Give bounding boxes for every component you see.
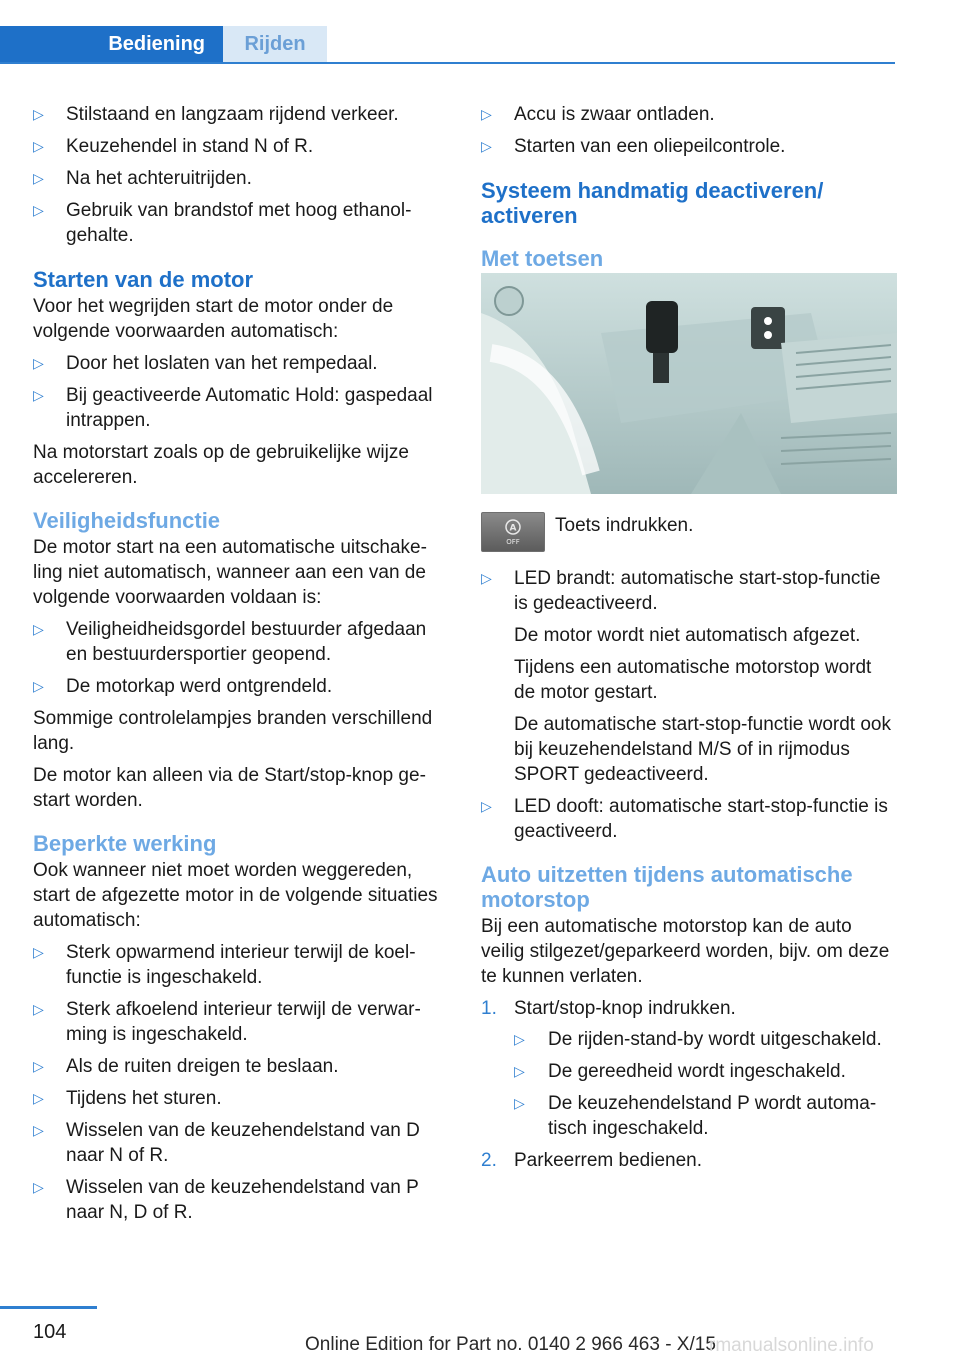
auto-start-stop-button-icon bbox=[481, 512, 545, 552]
intro-bullet-list bbox=[33, 102, 449, 248]
footer-rule bbox=[0, 1306, 97, 1309]
section-heading-manual: Systeem handmatig deactiveren/ activeren bbox=[481, 178, 824, 228]
triangle-bullet-icon: ▷ bbox=[33, 944, 44, 960]
triangle-bullet-icon: ▷ bbox=[33, 1058, 44, 1074]
svg-text:OFF: OFF bbox=[506, 538, 520, 546]
auto-start-stop-glyph-icon bbox=[482, 513, 544, 551]
left-column bbox=[33, 102, 449, 1232]
paragraph: Bij een automatische motorstop kan de auto veilig stilgezet/geparkeerd worden, bijv. om deze te kunnen verlaten. bbox=[481, 916, 890, 987]
tab-rijden[interactable]: Rijden bbox=[223, 26, 327, 62]
triangle-bullet-icon: ▷ bbox=[33, 170, 44, 186]
triangle-bullet-icon: ▷ bbox=[33, 387, 44, 403]
list-item: ▷ Bij geactiveerde Automatic Hold: gaspedaal intrappen. bbox=[33, 385, 433, 431]
triangle-bullet-icon: ▷ bbox=[33, 355, 44, 371]
subsection-heading-buttons: Met toetsen bbox=[481, 246, 604, 271]
list-item: ▷ Accu is zwaar ontladen. bbox=[481, 104, 715, 125]
list-item: ▷ Tijdens het sturen. bbox=[33, 1088, 222, 1109]
list-item: ▷ Stilstaand en langzaam rijdend verkeer. bbox=[33, 104, 399, 125]
list-item: ▷ De motorkap werd ontgrendeld. bbox=[33, 676, 333, 697]
list-item bbox=[481, 566, 897, 787]
section-heading-start: Starten van de motor bbox=[33, 267, 254, 292]
triangle-bullet-icon: ▷ bbox=[481, 570, 492, 586]
led-bullet-list bbox=[481, 566, 897, 844]
triangle-bullet-icon: ▷ bbox=[33, 1179, 44, 1195]
limited-bullet-list bbox=[33, 940, 449, 1225]
list-item: ▷ Sterk afkoelend interieur terwijl de verwarming is ingeschakeld. bbox=[33, 999, 421, 1045]
list-item: ▷ Keuzehendel in stand N of R. bbox=[33, 136, 314, 157]
list-item: ▷ Gebruik van brandstof met hoog ethanolgehalte. bbox=[33, 200, 412, 246]
right-column bbox=[481, 102, 897, 1180]
subsection-heading-limited: Beperkte werking bbox=[33, 831, 217, 856]
list-item: ▷ Na het achteruitrijden. bbox=[33, 168, 252, 189]
triangle-bullet-icon: ▷ bbox=[33, 678, 44, 694]
tab-bediening[interactable]: Bediening bbox=[0, 26, 223, 62]
start-bullet-list bbox=[33, 351, 449, 433]
dashboard-photo bbox=[481, 273, 897, 494]
triangle-bullet-icon: ▷ bbox=[33, 202, 44, 218]
triangle-bullet-icon: ▷ bbox=[514, 1063, 525, 1079]
triangle-bullet-icon: ▷ bbox=[33, 106, 44, 122]
list-item: ▷ Door het loslaten van het rempedaal. bbox=[33, 353, 378, 374]
list-item: ▷ Wisselen van de keuzehendelstand van P naar N, D of R. bbox=[33, 1177, 419, 1223]
triangle-bullet-icon: ▷ bbox=[33, 1090, 44, 1106]
list-item: ▷ LED dooft: automatische start-stop-functie is geactiveerd. bbox=[481, 796, 888, 842]
svg-text:A: A bbox=[509, 523, 517, 534]
paragraph: De motor start na een automatische uitschakeling niet automatisch, wanneer aan een van de volgende voorwaarden voldaan is: bbox=[33, 537, 427, 608]
subsection-heading-auto-off: Auto uitzetten tijdens automatische motorstop bbox=[481, 862, 853, 912]
paragraph: De automatische start-stop-functie wordt ook bij keuzehendelstand M/S of in rijmodus SPORT gedeactiveerd. bbox=[514, 714, 892, 785]
triangle-bullet-icon: ▷ bbox=[481, 798, 492, 814]
step-number: 2. bbox=[481, 1150, 497, 1171]
list-item: ▷ De rijden-stand-by wordt uitgeschakeld. bbox=[514, 1029, 882, 1050]
list-item: ▷ De gereedheid wordt ingeschakeld. bbox=[514, 1061, 846, 1082]
sub-bullet-list bbox=[514, 1027, 897, 1141]
page-number: 104 bbox=[33, 1321, 67, 1343]
list-item: ▷ Sterk opwarmend interieur terwijl de koelfunctie is ingeschakeld. bbox=[33, 942, 416, 988]
paragraph: De motor wordt niet automatisch afgezet. bbox=[514, 625, 861, 646]
header-bar bbox=[0, 26, 895, 64]
triangle-bullet-icon: ▷ bbox=[33, 621, 44, 637]
top-bullet-list bbox=[481, 102, 897, 159]
safety-bullet-list bbox=[33, 617, 449, 699]
step-number: 1. bbox=[481, 998, 497, 1019]
triangle-bullet-icon: ▷ bbox=[481, 138, 492, 154]
list-item: ▷ Veiligheidheidsgordel bestuurder afgedaan en bestuurdersportier geopend. bbox=[33, 619, 427, 665]
list-item: 1. Start/stop-knop indrukken. ▷ De rijden-stand-by wordt uitgeschakeld. ▷ De gereedheid wordt ingeschakeld. ▷ De keuzehendelstand P wordt automatisch ingeschakeld. bbox=[481, 996, 897, 1141]
triangle-bullet-icon: ▷ bbox=[33, 1122, 44, 1138]
paragraph: De motor kan alleen via de Start/stop-knop gestart worden. bbox=[33, 765, 426, 811]
list-item: 2. Parkeerrem bedienen. bbox=[481, 1150, 702, 1171]
edition-note: Online Edition for Part no. 0140 2 966 463 - X/15 bbox=[305, 1334, 716, 1355]
paragraph: Na motorstart zoals op de gebruikelijke wijze accelereren. bbox=[33, 442, 409, 488]
triangle-bullet-icon: ▷ bbox=[33, 1001, 44, 1017]
list-item: ▷ Wisselen van de keuzehendelstand van D naar N of R. bbox=[33, 1120, 420, 1166]
triangle-bullet-icon: ▷ bbox=[481, 106, 492, 122]
led-on-text: LED brandt: automatische start-stop-functie is gedeactiveerd. bbox=[514, 568, 881, 614]
triangle-bullet-icon: ▷ bbox=[33, 138, 44, 154]
button-caption: Toets indrukken. bbox=[555, 515, 694, 536]
list-item: ▷ De keuzehendelstand P wordt automatisch ingeschakeld. bbox=[514, 1093, 877, 1139]
watermark: rmanualsonline.info bbox=[709, 1335, 874, 1356]
list-item: ▷ Als de ruiten dreigen te beslaan. bbox=[33, 1056, 339, 1077]
paragraph: Sommige controlelampjes branden verschillend lang. bbox=[33, 708, 433, 754]
paragraph: Ook wanneer niet moet worden weggereden, start de afgezette motor in de volgende situaties automatisch: bbox=[33, 860, 438, 931]
triangle-bullet-icon: ▷ bbox=[514, 1031, 525, 1047]
paragraph: Voor het wegrijden start de motor onder de volgende voorwaarden automatisch: bbox=[33, 296, 394, 342]
subsection-heading-safety: Veiligheidsfunctie bbox=[33, 508, 221, 533]
paragraph: Tijdens een automatische motorstop wordt de motor gestart. bbox=[514, 657, 872, 703]
list-item: ▷ Starten van een oliepeilcontrole. bbox=[481, 136, 786, 157]
button-instruction-row bbox=[481, 512, 897, 552]
steps-list bbox=[481, 996, 897, 1173]
triangle-bullet-icon: ▷ bbox=[514, 1095, 525, 1111]
